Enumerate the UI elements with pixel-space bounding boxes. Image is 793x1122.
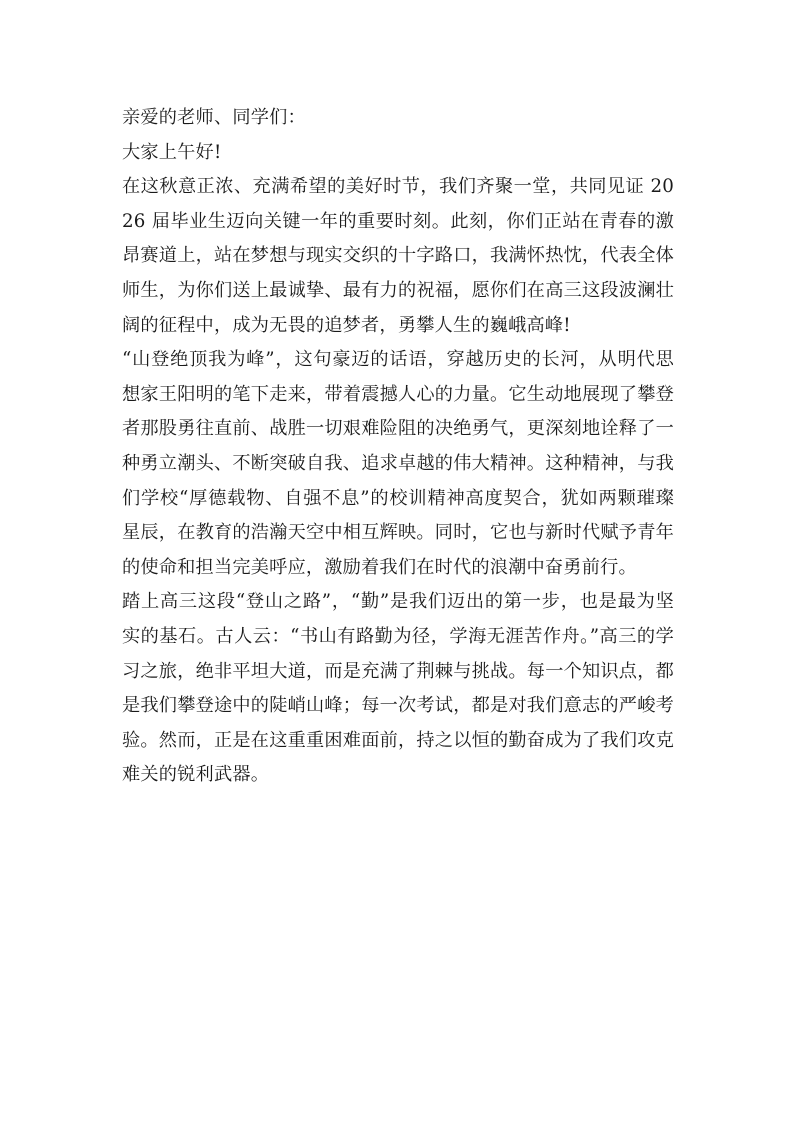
paragraph-1: 在这秋意正浓、充满希望的美好时节，我们齐聚一堂，共同见证 2026 届毕业生迈向关键一年的重要时刻。此刻，你们正站在青春的激昂赛道上，站在梦想与现实交织的十字路口，我满怀热忱，代表全体师生，为你们送上最诚挚、最有力的祝福，愿你们在高三这段波澜壮阔的征程中，成为无畏的追梦者，勇攀人生的巍峨高峰!	[122, 176, 674, 336]
salutation: 亲爱的老师、同学们：	[122, 107, 306, 128]
greeting: 大家上午好!	[122, 141, 222, 163]
paragraph-3: 踏上高三这段“登山之路”，“勤”是我们迈出的第一步，也是最为坚实的基石。古人云：“书山有路勤为径，学海无涯苦作舟。”高三的学习之旅，绝非平坦大道，而是充满了荆棘与挑战。每一个知识点，都是我们攀登途中的陡峭山峰；每一次考试，都是对我们意志的严峻考验。然而，正是在这重重困难面前，持之以恒的勤奋成为了我们攻克难关的锐利武器。	[122, 591, 674, 786]
paragraph-2: “山登绝顶我为峰”，这句豪迈的话语，穿越历史的长河，从明代思想家王阳明的笔下走来，带着震撼人心的力量。它生动地展现了攀登者那股勇往直前、战胜一切艰难险阻的决绝勇气，更深刻地诠释了一种勇立潮头、不断突破自我、追求卓越的伟大精神。这种精神，与我们学校“厚德载物、自强不息”的校训精神高度契合，犹如两颗璀璨星辰，在教育的浩瀚天空中相互辉映。同时，它也与新时代赋予青年的使命和担当完美呼应，激励着我们在时代的浪潮中奋勇前行。	[122, 349, 674, 578]
document-body	[122, 101, 674, 793]
